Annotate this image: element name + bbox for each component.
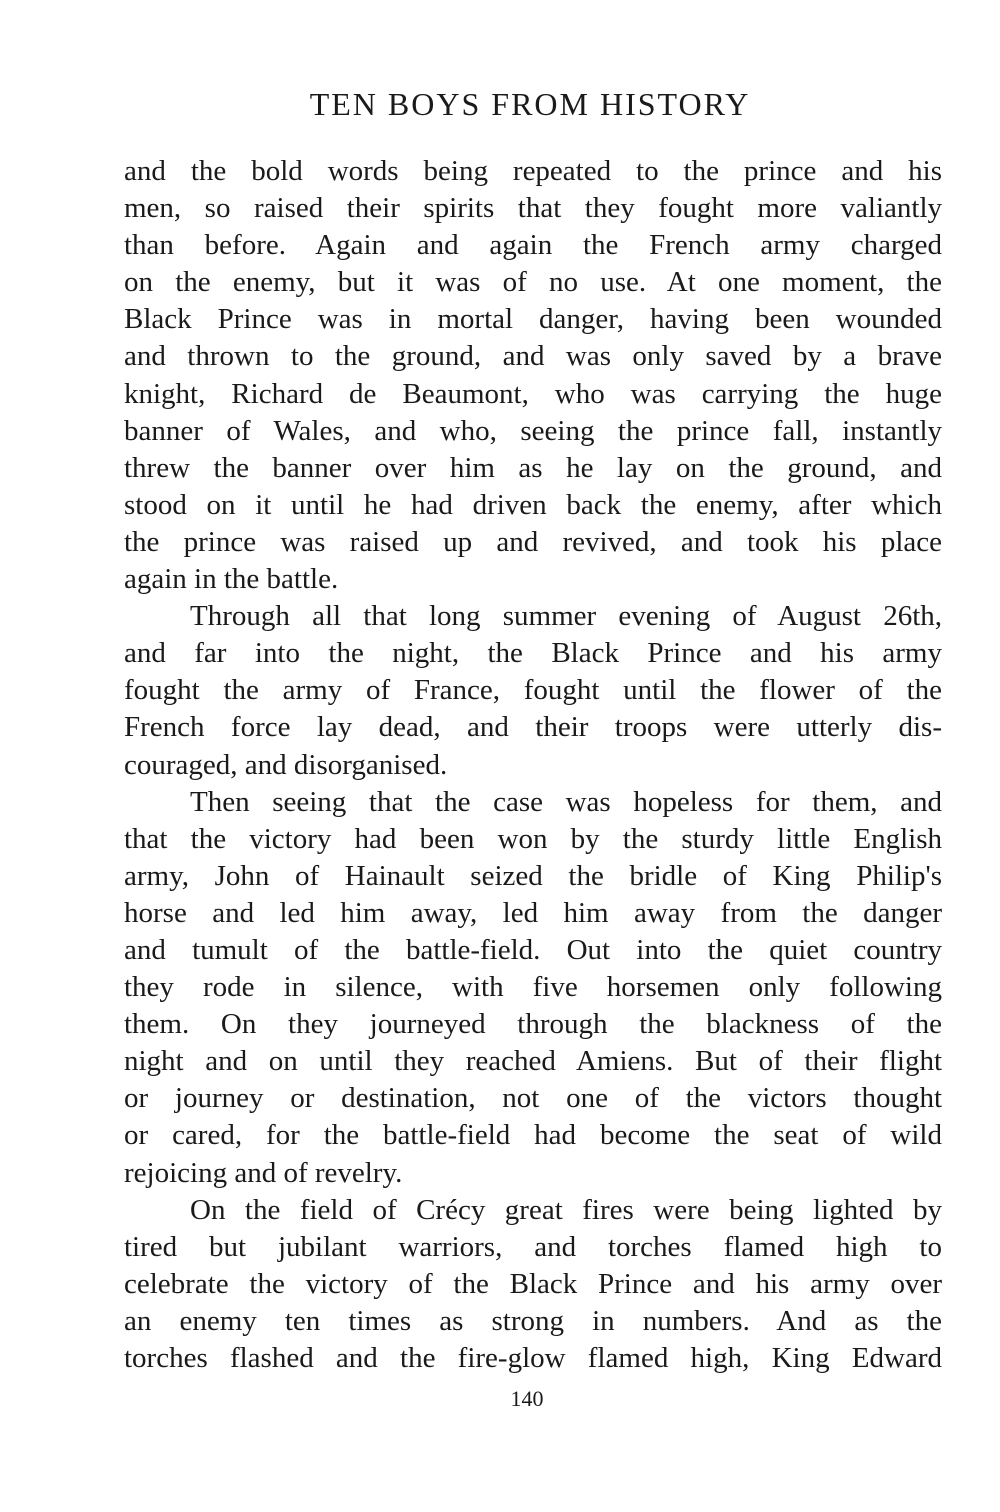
text-line: men, so raised their spirits that they fought more valiantly — [124, 192, 942, 225]
text-line: army, John of Hainault seized the bridle of King Philip's — [124, 859, 942, 892]
text-line: they rode in silence, with five horsemen only following — [124, 971, 942, 1004]
text-line: fought the army of France, fought until the flower of the — [124, 674, 942, 707]
text-line: celebrate the victory of the Black Prince and his army over — [124, 1267, 942, 1300]
text-line: the prince was raised up and revived, and took his place — [124, 525, 942, 558]
text-line: or cared, for the battle-field had become the seat of wild — [124, 1119, 942, 1152]
text-line: and the bold words being repeated to the prince and his — [124, 155, 942, 187]
text-line: French force lay dead, and their troops were utterly dis- — [124, 711, 942, 744]
text-line: night and on until they reached Amiens. But of their flight — [124, 1045, 942, 1078]
paragraph-start-line: Then seeing that the case was hopeless for them, and — [190, 785, 942, 818]
text-line: or journey or destination, not one of the victors thought — [124, 1082, 942, 1115]
text-line: and thrown to the ground, and was only saved by a brave — [124, 340, 942, 373]
text-line: Black Prince was in mortal danger, having been wounded — [124, 303, 942, 336]
text-line: torches flashed and the fire-glow flamed high, King Edward — [124, 1342, 942, 1374]
text-line: that the victory had been won by the sturdy little English — [124, 822, 942, 855]
text-line: threw the banner over him as he lay on the ground, and — [124, 451, 942, 484]
text-line: than before. Again and again the French army charged — [124, 229, 942, 262]
running-head-title: TEN BOYS FROM HISTORY — [309, 86, 751, 122]
text-line: and far into the night, the Black Prince and his army — [124, 637, 942, 670]
paragraph-end-line: couraged, and disorganised. — [124, 748, 448, 781]
text-line: knight, Richard de Beaumont, who was carrying the huge — [124, 377, 942, 410]
paragraph-end-line: rejoicing and of revelry. — [124, 1156, 403, 1189]
text-line: and tumult of the battle-field. Out into the quiet country — [124, 933, 942, 966]
paragraph-end-line: again in the battle. — [124, 563, 339, 596]
paragraph-start-line: Through all that long summer evening of August 26th, — [190, 600, 942, 633]
text-line: them. On they journeyed through the blackness of the — [124, 1008, 942, 1041]
text-line: horse and led him away, led him away from the danger — [124, 896, 942, 929]
text-line: tired but jubilant warriors, and torches flamed high to — [124, 1230, 942, 1263]
text-line: on the enemy, but it was of no use. At one moment, the — [124, 266, 942, 299]
text-line: an enemy ten times as strong in numbers. And as the — [124, 1304, 942, 1337]
text-line: stood on it until he had driven back the enemy, after which — [124, 488, 942, 521]
paragraph-start-line: On the field of Crécy great fires were being lighted by — [190, 1193, 942, 1226]
page-number: 140 — [510, 1386, 544, 1411]
text-line: banner of Wales, and who, seeing the prince fall, instantly — [124, 414, 942, 447]
body-text — [124, 153, 942, 1377]
